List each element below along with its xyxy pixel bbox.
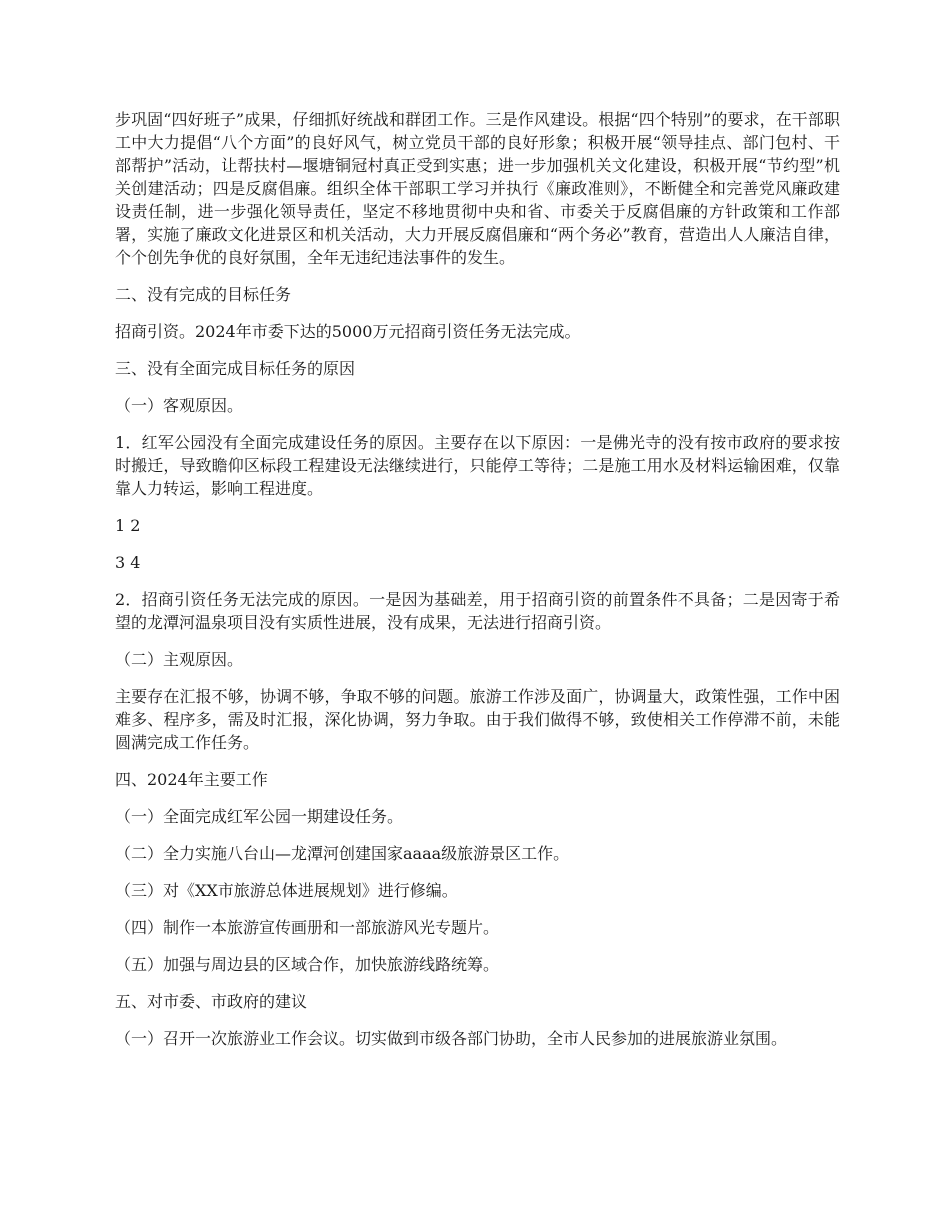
list-item: （五）加强与周边县的区域合作，加快旅游线路统筹。: [115, 955, 500, 974]
section-heading-suggestions: 五、对市委、市政府的建议: [115, 992, 308, 1011]
list-item: （三）对《XX市旅游总体进展规划》进行修编。: [115, 881, 458, 900]
document-page: [115, 108, 840, 1064]
body-paragraph: 2．招商引资任务无法完成的原因。一是因为基础差，用于招商引资的前置条件不具备；二是因寄于希望的龙潭河温泉项目没有实质性进展，没有成果，无法进行招商引资。: [115, 590, 840, 632]
body-paragraph: 步巩固“四好班子”成果，仔细抓好统战和群团工作。三是作风建设。根据“四个特别”的要求，在干部职工中大力提倡“八个方面”的良好风气，树立党员干部的良好形象；积极开展“领导挂点、部门包村、干部帮护”活动，让帮扶村—堰塘铜冠村真正受到实惠；进一步加强机关文化建设，积极开展“节约型”机关创建活动；四是反腐倡廉。组织全体干部职工学习并执行《廉政准则》，不断健全和完善党风廉政建设责任制，进一步强化领导责任，坚定不移地贯彻中央和省、市委关于反腐倡廉的方针政策和工作部署，实施了廉政文化进景区和机关活动，大力开展反腐倡廉和“两个务必”教育，营造出人人廉洁自律，个个创先争优的良好氛围，全年无违纪违法事件的发生。: [115, 110, 840, 267]
page-number-line: 3 4: [115, 553, 141, 572]
subsection-heading-objective: （一）客观原因。: [115, 396, 244, 415]
list-item: （一）召开一次旅游业工作会议。切实做到市级各部门协助，全市人民参加的进展旅游业氛围。: [115, 1029, 788, 1048]
page-number-line: 1 2: [115, 516, 141, 535]
list-item: （二）全力实施八台山—龙潭河创建国家aaaa级旅游景区工作。: [115, 844, 570, 863]
section-heading-reasons: 三、没有全面完成目标任务的原因: [115, 359, 356, 378]
list-item: （四）制作一本旅游宣传画册和一部旅游风光专题片。: [115, 918, 500, 937]
body-paragraph: 招商引资。2024年市委下达的5000万元招商引资任务无法完成。: [115, 322, 581, 341]
section-heading-main-work: 四、2024年主要工作: [115, 770, 268, 789]
section-heading-unfinished-tasks: 二、没有完成的目标任务: [115, 285, 292, 304]
body-paragraph: 主要存在汇报不够，协调不够，争取不够的问题。旅游工作涉及面广，协调量大，政策性强，工作中困难多、程序多，需及时汇报，深化协调，努力争取。由于我们做得不够，致使相关工作停滞不前，未能圆满完成工作任务。: [115, 687, 840, 752]
subsection-heading-subjective: （二）主观原因。: [115, 650, 244, 669]
list-item: （一）全面完成红军公园一期建设任务。: [115, 807, 404, 826]
body-paragraph: 1．红军公园没有全面完成建设任务的原因。主要存在以下原因：一是佛光寺的没有按市政府的要求按时搬迁，导致瞻仰区标段工程建设无法继续进行，只能停工等待；二是施工用水及材料运输困难，仅靠靠人力转运，影响工程进度。: [115, 433, 840, 498]
